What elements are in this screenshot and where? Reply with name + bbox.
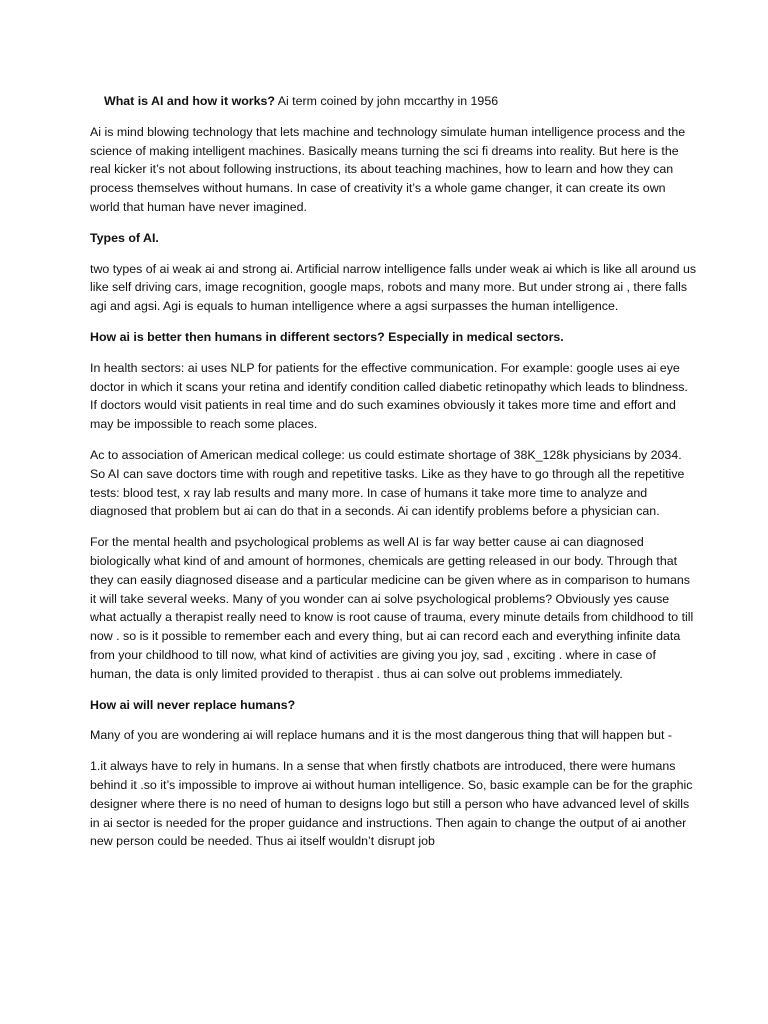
intro-question: What is AI and how it works? — [104, 94, 275, 108]
paragraph-physician-shortage: Ac to association of American medical college: us could estimate shortage of 38K_128k physicians by 2034. So AI can save doctors time with rough and repetitive tasks. Like as they have to go through all the repetitive tests: blood test, x ray lab results and many more. In case of humans it take more time to analyze and diagnosed that problem but ai can do that in a seconds. Ai can identify problems before a physician can. — [90, 447, 685, 519]
heading-types-of-ai: Types of AI. — [90, 230, 159, 245]
paragraph-rely-on-humans: 1.it always have to rely in humans. In a sense that when firstly chatbots are introduced, there were humans behind it .so it’s impossible to improve ai without human intelligence. So, basic example can be for the graphic designer where there is no need of human to designs logo but still a person who have advanced level of skills in ai sector is needed for the proper guidance and instructions. Then again to change the output of ai another new person could be needed. Thus ai itself wouldn’t disrupt job — [90, 759, 693, 849]
paragraph-wondering: Many of you are wondering ai will replace humans and it is the most dangerous thing that will happen but - — [90, 728, 673, 743]
paragraph-mental-health: For the mental health and psychological problems as well AI is far way better cause ai can diagnosed biologically what kind of and amount of hormones, chemicals are getting released in our body. Through that they can easily diagnosed disease and a particular medicine can be given where as in comparison to humans it will take several weeks. Many of you wonder can ai solve psychological problems? Obviously yes cause what actually a therapist really need to know is root cause of trauma, every minute details from childhood to till now . so is it possible to remember each and every thing, but ai can record each and everything infinite data from your childhood to till now, what kind of activities are giving you joy, sad , exciting . where in case of human, the data is only limited provided to therapist . thus ai can solve out problems immediately. — [90, 535, 694, 681]
heading-ai-better: How ai is better then humans in different sectors? Especially in medical sectors. — [90, 329, 564, 344]
heading-never-replace: How ai will never replace humans? — [90, 697, 296, 712]
paragraph-what-is-ai: Ai is mind blowing technology that lets machine and technology simulate human intelligence process and the science of making intelligent machines. Basically means turning the sci fi dreams into reality. But here is the real kicker it’s not about following instructions, its about teaching machines, how to learn and how they can process themselves without humans. In case of creativity it’s a whole game changer, it can create its own world that human have never imagined. — [90, 124, 686, 214]
intro-rest: Ai term coined by john mccarthy in 1956 — [274, 94, 499, 108]
paragraph-types: two types of ai weak ai and strong ai. Artificial narrow intelligence falls under weak ai which is like all around us like self driving cars, image recognition, google maps, robots and many more. But under strong ai , there falls agi and agsi. Agi is equals to human intelligence where a agsi surpasses the human intelligence. — [90, 261, 697, 314]
paragraph-health-sectors: In health sectors: ai uses NLP for patients for the effective communication. For example: google uses ai eye doctor in which it scans your retina and identify condition called diabetic retinopathy which leads to blindness. If doctors would visit patients in real time and do such examines obviously it takes more time and effort and may be impossible to reach some places. — [90, 360, 688, 432]
intro-line — [90, 92, 698, 111]
